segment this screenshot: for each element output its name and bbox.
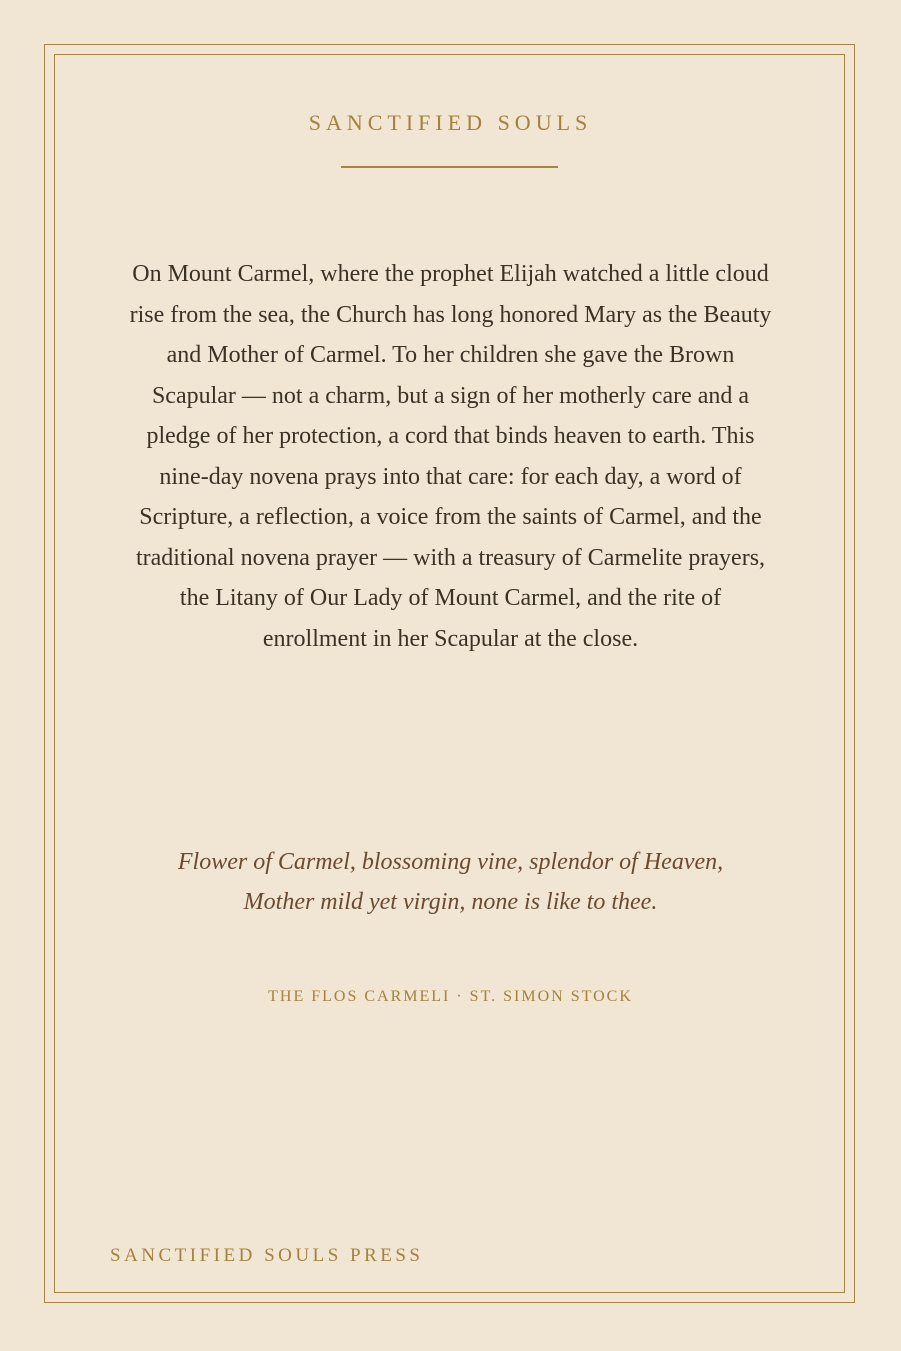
quote-line-2: Mother mild yet virgin, none is like to thee. <box>243 889 658 915</box>
epigraph-quote <box>100 842 801 922</box>
blurb-paragraph: On Mount Carmel, where the prophet Elijah watched a little cloud rise from the sea, the Church has long honored Mary as the Beauty and Mother of Carmel. To her children she gave the Brown Scapular — not a charm, but a sign of her motherly care and a pledge of her protection, a cord that binds heaven to earth. This nine-day novena prays into that care: for each day, a word of Scripture, a reflection, a voice from the saints of Carmel, and the traditional novena prayer — with a treasury of Carmelite prayers, the Litany of Our Lady of Mount Carmel, and the rite of enrollment in her Scapular at the close. <box>129 261 772 652</box>
publisher-name: SANCTIFIED SOULS PRESS <box>110 1245 424 1266</box>
title-divider <box>341 166 558 168</box>
quote-attribution: THE FLOS CARMELI · ST. SIMON STOCK <box>268 988 633 1005</box>
inner-border-frame <box>54 54 845 1293</box>
quote-line-1: Flower of Carmel, blossoming vine, splendor of Heaven, <box>177 849 724 875</box>
series-title: SANCTIFIED SOULS <box>308 110 593 135</box>
